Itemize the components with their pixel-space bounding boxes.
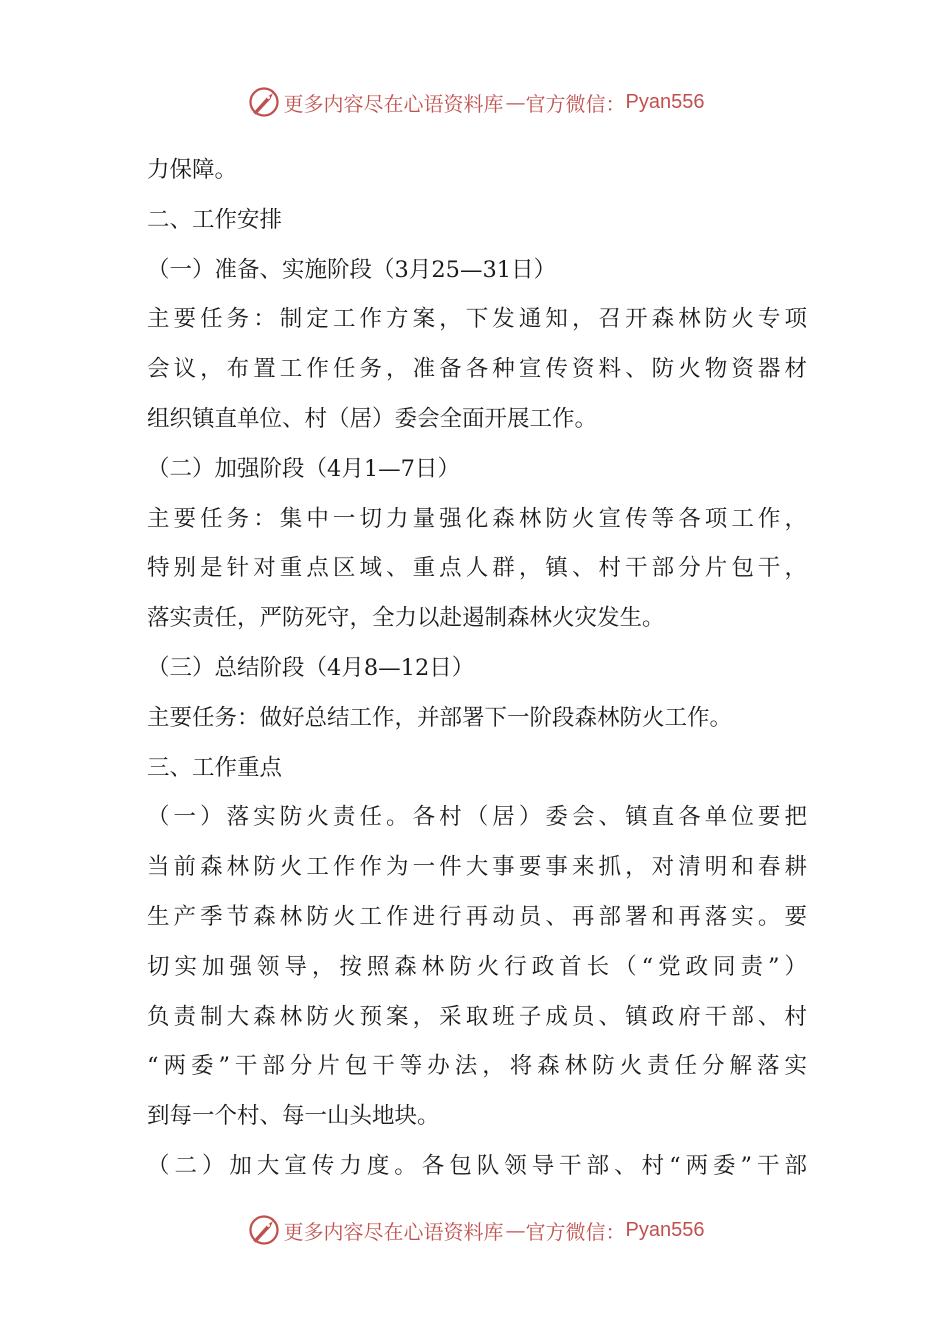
text-line: 当前森林防火工作作为一件大事要事来抓，对清明和春耕 bbox=[147, 854, 807, 881]
text-line: 力保障。 bbox=[147, 157, 238, 183]
watermark-text: 更多内容尽在心语资料库 bbox=[283, 1219, 504, 1244]
text-line: （一）落实防火责任。各村（居）委会、镇直各单位要把 bbox=[147, 804, 807, 831]
text-line: 负责制大森林防火预案，采取班子成员、镇政府干部、村 bbox=[147, 1003, 807, 1030]
text-line: 主要任务：做好总结工作，并部署下一阶段森林防火工作。 bbox=[147, 704, 733, 731]
watermark-footer bbox=[0, 1212, 950, 1248]
text-line: 主要任务：制定工作方案，下发通知，召开森林防火专项 bbox=[147, 306, 807, 333]
watermark-wechat-id: Pyan556 bbox=[625, 90, 705, 113]
text-line: （二）加大宣传力度。各包队领导干部、村“两委”干部 bbox=[147, 1152, 807, 1179]
watermark-wechat-label: 官方微信： bbox=[525, 91, 626, 116]
section-heading: 二、工作安排 bbox=[147, 206, 283, 233]
text-line: 生产季节森林防火工作进行再动员、再部署和再落实。要 bbox=[147, 903, 807, 930]
watermark-wechat-id: Pyan556 bbox=[625, 1218, 705, 1241]
subsection-heading: （三）总结阶段（4月8—12日） bbox=[147, 654, 475, 681]
text-line: 会议，布置工作任务，准备各种宣传资料、防火物资器材 bbox=[147, 356, 807, 383]
text-line: 主要任务：集中一切力量强化森林防火宣传等各项工作， bbox=[147, 505, 807, 532]
watermark-wechat-label: 官方微信： bbox=[525, 1219, 626, 1244]
watermark-text: 更多内容尽在心语资料库 bbox=[283, 91, 504, 116]
watermark-dash: — bbox=[505, 1218, 524, 1242]
section-heading: 三、工作重点 bbox=[147, 754, 283, 781]
text-line: 落实责任，严防死守，全力以赴遏制森林火灾发生。 bbox=[147, 605, 665, 632]
watermark-dash: — bbox=[505, 90, 524, 114]
document-body bbox=[147, 146, 807, 1192]
text-line: 特别是针对重点区域、重点人群，镇、村干部分片包干， bbox=[147, 555, 807, 582]
pen-nib-logo-icon bbox=[246, 1212, 282, 1248]
pen-nib-logo-icon bbox=[246, 84, 282, 120]
text-line: 组织镇直单位、村（居）委会全面开展工作。 bbox=[147, 405, 598, 432]
subsection-heading: （二）加强阶段（4月1—7日） bbox=[147, 455, 460, 482]
text-line: 切实加强领导，按照森林防火行政首长（“党政同责”） bbox=[147, 953, 807, 980]
text-line: 到每一个村、每一山头地块。 bbox=[147, 1103, 440, 1130]
subsection-heading: （一）准备、实施阶段（3月25—31日） bbox=[147, 256, 557, 283]
text-line: “两委”干部分片包干等办法，将森林防火责任分解落实 bbox=[147, 1053, 807, 1080]
watermark-header bbox=[0, 84, 950, 120]
